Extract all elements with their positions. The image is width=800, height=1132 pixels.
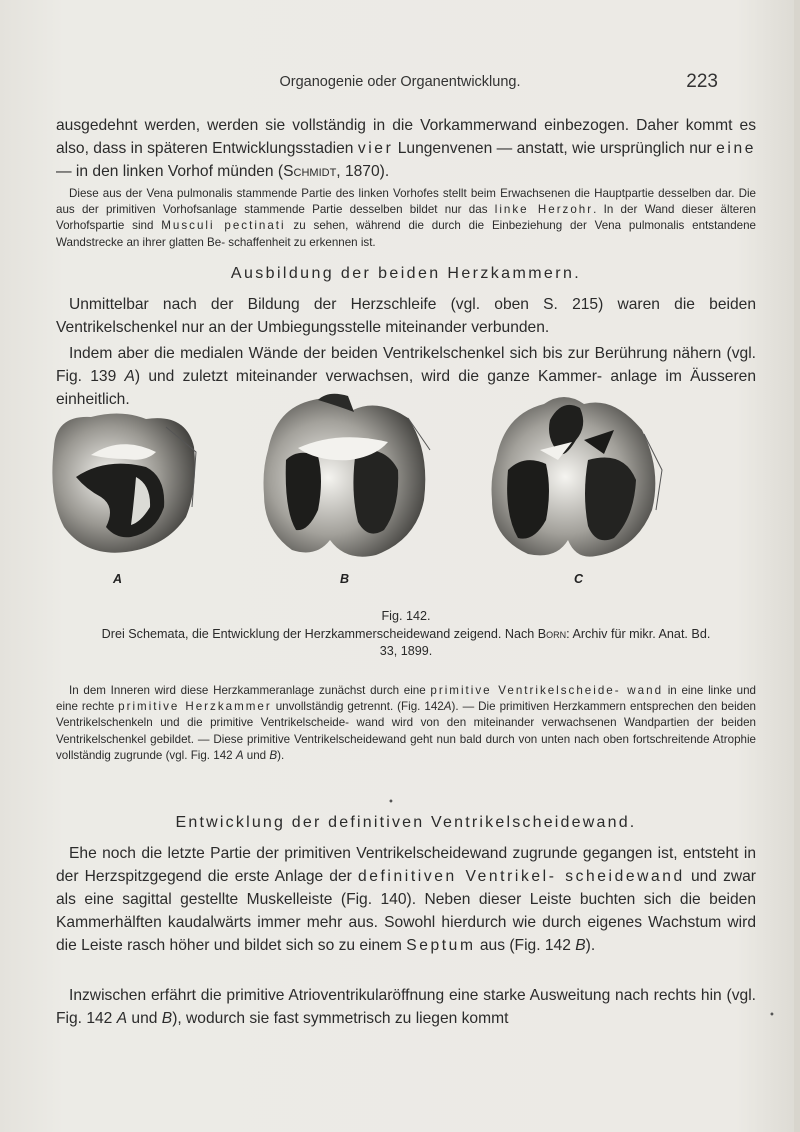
- figure-number: Fig. 142.: [381, 609, 431, 623]
- small-paragraph-1: Diese aus der Vena pulmonalis stammende Partie des linken Vorhofes stellt beim Erwachsenen die Hauptpartie desselben dar. Die aus der primitiven Vorhofsanlage stammende Partie desselben bildet nur das linke Herzohr. In der Wand dieser älteren Vorhofspartie sind Musculi pectinati zu sehen, während die durch die Einbeziehung der Vena pulmonalis entstandene Wandstrecke an ihrer glatten Be- schaffenheit zu erkennen ist.: [56, 187, 757, 249]
- running-header: [0, 71, 800, 98]
- spaced-term: Musculi pectinati: [161, 219, 286, 233]
- schema-a-illustration: [46, 407, 204, 557]
- paragraph-2: Unmittelbar nach der Bildung der Herzschleife (vgl. oben S. 215) waren die beiden Ventrikelschenkel nur an der Umbiegungsstelle miteinander verbunden.: [56, 296, 756, 336]
- figure-caption: Fig. 142. Drei Schemata, die Entwicklung der Herzkammerscheidewand zeigend. Nach Born: Archiv für mikr. Anat. Bd. 33, 1899.: [56, 608, 756, 660]
- paragraph-1: ausgedehnt werden, werden sie vollständig in die Vorkammerwand einbezogen. Daher kommt es also, dass in späteren Entwicklungsstadien vier Lungenvenen — anstatt, wie ursprünglich nur eine — in den linken Vorhof münden (Schmidt, 1870).: [56, 117, 756, 180]
- spaced-term: vier: [357, 140, 394, 157]
- author-name: Schmidt: [283, 163, 337, 180]
- schema-c-illustration: [484, 390, 664, 562]
- author-name: Born: [537, 627, 567, 641]
- paragraph-5: Inzwischen erfährt die primitive Atrioventrikularöffnung eine starke Ausweitung nach rechts hin (vgl. Fig. 142 A und B), wodurch sie fast symmetrisch zu liegen kommt: [56, 987, 756, 1027]
- paragraph-3: Indem aber die medialen Wände der beiden Ventrikelschenkel sich bis zur Berührung nähern (vgl. Fig. 139 A) und zuletzt miteinander verwachsen, wird die ganze Kammer- anlage im Äusseren einheitlich.: [56, 345, 756, 408]
- schema-b-illustration: [258, 390, 436, 562]
- spaced-term: definitiven Ventrikel- scheidewand: [357, 868, 685, 885]
- small-paragraph-2: In dem Inneren wird diese Herzkammeranlage zunächst durch eine primitive Ventrikelscheide- wand in eine linke und eine rechte primitive Herzkammer unvollständig getrennt. (Fig. 142A). — Die primitiven Herzkammern entsprechen den beiden Ventrikelschenkeln und die primitive Ventrikelscheide- wand wird von den miteinander verwachsenen Wandpartien der beiden Ventrikelschenkel gebildet. — Diese primitive Ventrikelscheidewand geht nun bald durch von unten nach oben fortschreitende Atrophie vollständig zugrunde (vgl. Fig. 142 A und B).: [56, 684, 756, 762]
- print-mark: •: [388, 797, 394, 808]
- spaced-term: Septum: [406, 937, 476, 954]
- page-number: 223: [686, 71, 718, 92]
- spaced-term: primitive Herzkammer: [118, 700, 272, 714]
- paragraph-4: Ehe noch die letzte Partie der primitiven Ventrikelscheidewand zugrunde gegangen ist, entsteht in der Herzspitzgegend die erste Anlage der definitiven Ventrikel- scheidewand und zwar als eine sagittal gestellte Muskelleiste (Fig. 140). Neben dieser Leiste buchten sich die beiden Kammerhälften kaudalwärts immer mehr aus. Sowohl hierdurch wie durch eigenes Wachstum wird die Leiste rasch höher und bildet sich so zu einem Septum aus (Fig. 142 B).: [56, 845, 756, 954]
- figure-label-c: C: [574, 572, 584, 586]
- figure-142: [0, 372, 800, 612]
- section-heading-2: Entwicklung der definitiven Ventrikelscheidewand.: [175, 814, 637, 831]
- spaced-term: primitive Ventrikelscheide- wand: [430, 684, 664, 697]
- running-title: Organogenie oder Organentwicklung.: [279, 74, 521, 90]
- spaced-term: eine: [716, 140, 756, 157]
- figure-label-b: B: [340, 572, 350, 586]
- section-heading-1: Ausbildung der beiden Herzkammern.: [230, 265, 582, 282]
- print-mark: •: [769, 1010, 775, 1021]
- spaced-term: linke Herzohr: [494, 203, 594, 217]
- figure-label-a: A: [113, 572, 123, 586]
